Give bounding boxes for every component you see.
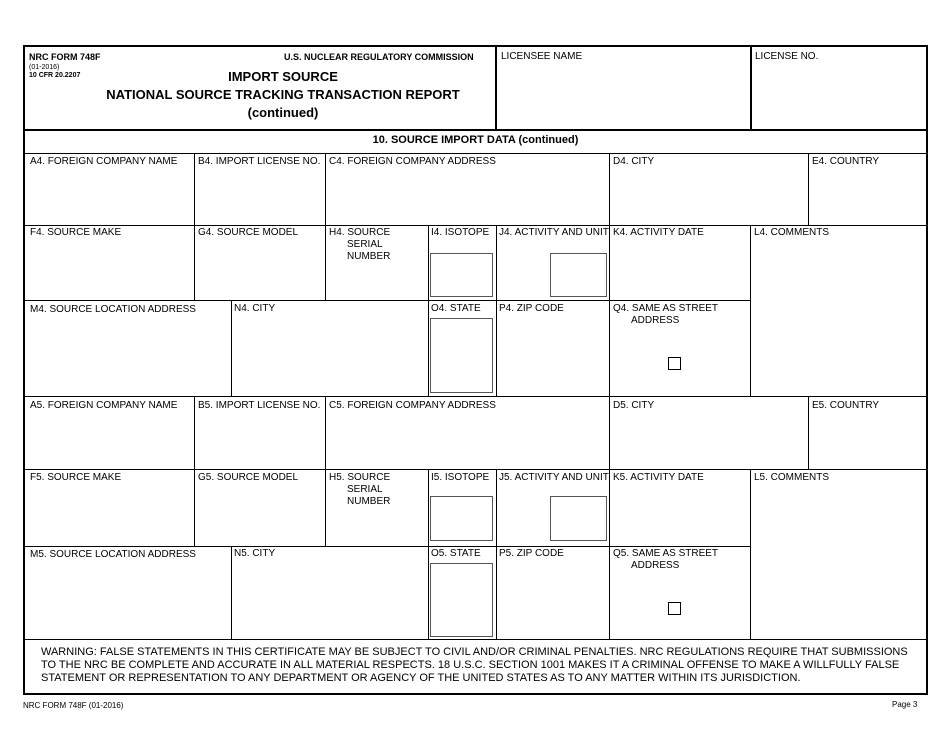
i4-isotope: I4. ISOTOPE bbox=[431, 227, 490, 238]
n4-city: N4. CITY bbox=[234, 303, 276, 314]
e4-country: E4. COUNTRY bbox=[812, 156, 880, 167]
agency-name: U.S. NUCLEAR REGULATORY COMMISSION bbox=[284, 52, 474, 62]
o4-state: O4. STATE bbox=[431, 303, 481, 314]
q4-same-as-street-checkbox[interactable] bbox=[668, 357, 681, 370]
p4-zip-code: P4. ZIP CODE bbox=[499, 303, 564, 314]
i5-isotope-input[interactable] bbox=[430, 496, 493, 541]
i5-isotope: I5. ISOTOPE bbox=[431, 472, 490, 483]
c4-foreign-company-address: C4. FOREIGN COMPANY ADDRESS bbox=[329, 156, 496, 167]
o5-state-input[interactable] bbox=[430, 563, 493, 637]
title-line-1: IMPORT SOURCE bbox=[228, 69, 338, 84]
q4-same-as-street: Q4. SAME AS STREET ADDRESS bbox=[613, 303, 718, 326]
f5-source-make: F5. SOURCE MAKE bbox=[30, 472, 122, 483]
p5-zip-code: P5. ZIP CODE bbox=[499, 548, 564, 559]
section-title: 10. SOURCE IMPORT DATA (continued) bbox=[372, 134, 579, 146]
l5-comments: L5. COMMENTS bbox=[754, 472, 830, 483]
form-date: (01-2016) bbox=[29, 64, 60, 71]
m5-location-address: M5. SOURCE LOCATION ADDRESS bbox=[30, 549, 196, 560]
o5-state: O5. STATE bbox=[431, 548, 481, 559]
section-divider bbox=[23, 153, 928, 154]
g5-source-model: G5. SOURCE MODEL bbox=[198, 472, 299, 483]
license-no-label: LICENSE NO. bbox=[755, 51, 819, 62]
h4-source-serial: H4. SOURCE SERIAL NUMBER bbox=[329, 227, 391, 262]
page-title bbox=[70, 68, 496, 122]
form-number: NRC FORM 748F bbox=[29, 52, 101, 62]
a5-foreign-company-name: A5. FOREIGN COMPANY NAME bbox=[30, 400, 178, 411]
j4-activity-input[interactable] bbox=[550, 253, 607, 297]
k4-activity-date: K4. ACTIVITY DATE bbox=[613, 227, 704, 238]
q5-same-as-street: Q5. SAME AS STREET ADDRESS bbox=[613, 548, 718, 571]
d4-city: D4. CITY bbox=[613, 156, 655, 167]
g4-source-model: G4. SOURCE MODEL bbox=[198, 227, 299, 238]
licensee-name-label: LICENSEE NAME bbox=[501, 51, 583, 62]
d5-city: D5. CITY bbox=[613, 400, 655, 411]
j5-activity-input[interactable] bbox=[550, 496, 607, 541]
q5-same-as-street-checkbox[interactable] bbox=[668, 602, 681, 615]
f4-source-make: F4. SOURCE MAKE bbox=[30, 227, 122, 238]
cfr-reference: 10 CFR 20.2207 bbox=[29, 72, 81, 79]
b4-import-license-no: B4. IMPORT LICENSE NO. bbox=[198, 156, 321, 167]
page-number: Page 3 bbox=[892, 700, 918, 709]
license-no-field[interactable] bbox=[754, 64, 924, 127]
o4-state-input[interactable] bbox=[430, 318, 493, 393]
l4-comments: L4. COMMENTS bbox=[754, 227, 830, 238]
footer-form-ref: NRC FORM 748F (01-2016) bbox=[23, 701, 124, 710]
b5-import-license-no: B5. IMPORT LICENSE NO. bbox=[198, 400, 321, 411]
a4-foreign-company-name: A4. FOREIGN COMPANY NAME bbox=[30, 156, 178, 167]
c5-foreign-company-address: C5. FOREIGN COMPANY ADDRESS bbox=[329, 400, 496, 411]
j5-activity-unit: J5. ACTIVITY AND UNIT bbox=[499, 472, 609, 483]
i4-isotope-input[interactable] bbox=[430, 253, 493, 297]
title-line-2: NATIONAL SOURCE TRACKING TRANSACTION REPORT bbox=[106, 87, 460, 102]
warning-text: WARNING: FALSE STATEMENTS IN THIS CERTIFICATE MAY BE SUBJECT TO CIVIL AND/OR CRIMINAL PENALTIES. NRC REGULATIONS REQUIRE THAT SUBMISSIONS TO THE NRC BE COMPLETE AND ACCURATE IN ALL MATERIAL RESPECTS. 18 U.S.C. SECTION 1001 MAKES IT A CRIMINAL OFFENSE TO MAKE A WILLFULLY FALSE STATEMENT OR REPRESENTATION TO ANY DEPARTMENT OR AGENCY OF THE UNITED STATES AS TO ANY MATTER WITHIN ITS JURISDICTION. bbox=[41, 646, 908, 684]
j4-activity-unit: J4. ACTIVITY AND UNIT bbox=[499, 227, 609, 238]
e5-country: E5. COUNTRY bbox=[812, 400, 880, 411]
n5-city: N5. CITY bbox=[234, 548, 276, 559]
k5-activity-date: K5. ACTIVITY DATE bbox=[613, 472, 704, 483]
m4-location-address: M4. SOURCE LOCATION ADDRESS bbox=[30, 304, 196, 315]
h5-source-serial: H5. SOURCE SERIAL NUMBER bbox=[329, 472, 391, 507]
licensee-name-field[interactable] bbox=[499, 64, 747, 127]
title-line-3: (continued) bbox=[247, 105, 319, 120]
